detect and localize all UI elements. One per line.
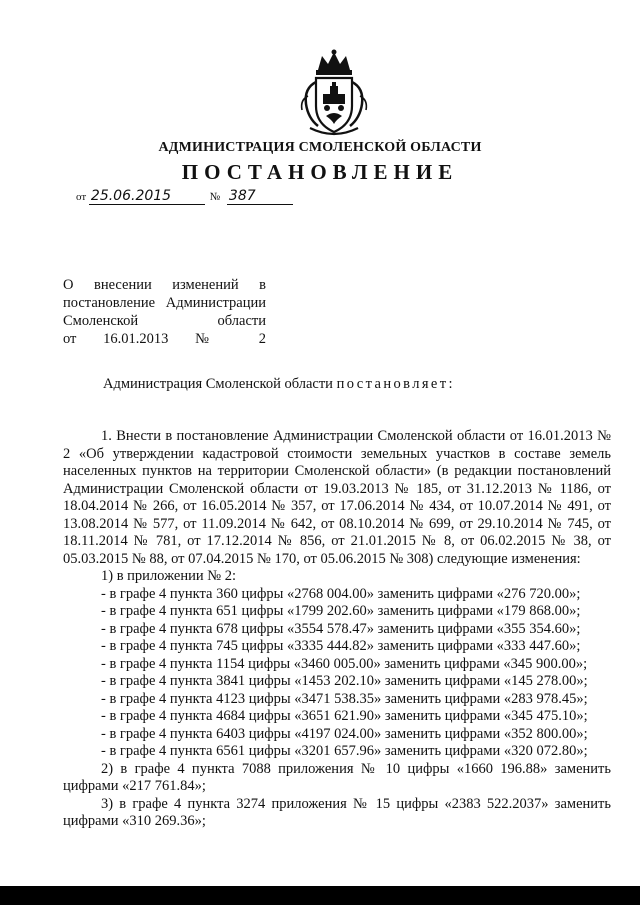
organization-title: АДМИНИСТРАЦИЯ СМОЛЕНСКОЙ ОБЛАСТИ	[158, 140, 482, 155]
list-item: - в графе 4 пункта 4123 цифры «3471 538.35» заменить цифрами «283 978.45»;	[101, 690, 588, 707]
document-subject	[63, 276, 266, 348]
list-item: - в графе 4 пункта 6403 цифры «4197 024.00» заменить цифрами «352 800.00»;	[101, 725, 588, 742]
list-item: - в графе 4 пункта 360 цифры «2768 004.00» заменить цифрами «276 720.00»;	[101, 585, 581, 602]
document-body	[63, 428, 611, 831]
document-number: 387	[227, 188, 293, 205]
subject-line-2: постановление Администрации	[63, 295, 266, 311]
document-date: 25.06.2015	[89, 188, 205, 205]
document-date-number-line	[76, 188, 293, 205]
subitem-3: 3) в графе 4 пункта 3274 приложения № 15 цифры «2383 522.2037» заменить цифрами «310 269.36»;	[63, 795, 611, 829]
list-item: - в графе 4 пункта 3841 цифры «1453 202.10» заменить цифрами «145 278.00»;	[101, 673, 588, 689]
list-item: - в графе 4 пункта 651 цифры «1799 202.60» заменить цифрами «179 868.00»;	[101, 603, 581, 619]
decree-word: постановляет:	[336, 376, 455, 392]
list-item: - в графе 4 пункта 745 цифры «3335 444.82» заменить цифрами «333 447.60»;	[101, 638, 581, 654]
list-item: - в графе 4 пункта 6561 цифры «3201 657.96» заменить цифрами «320 072.80»;	[101, 743, 588, 759]
smolensk-coat-of-arms-icon	[296, 48, 372, 136]
subitem-1: 1) в приложении № 2:	[101, 568, 236, 584]
list-item: - в графе 4 пункта 1154 цифры «3460 005.00» заменить цифрами «345 900.00»;	[101, 655, 588, 672]
subitem-2: 2) в графе 4 пункта 7088 приложения № 10 цифры «1660 196.88» заменить цифрами «217 761.84»;	[63, 760, 611, 794]
paragraph-1: 1. Внести в постановление Администрации Смоленской области от 16.01.2013 № 2 «Об утверждении кадастровой стоимости земельных участков в составе земель населенных пунктов на территории Смоленской области» (в редакции постановлений Администрации Смоленской области от 19.03.2013 № 185, от 31.12.2013 № 1186, от 18.04.2014 № 266, от 16.05.2014 № 357, от 17.06.2014 № 434, от 10.07.2014 № 491, от 13.08.2014 № 577, от 11.09.2014 № 642, от 08.10.2014 № 699, от 29.10.2014 № 745, от 18.11.2014 № 781, от 17.12.2014 № 856, от 21.01.2015 № 8, от 06.02.2015 № 38, от 05.03.2015 № 88, от 07.04.2015 № 170, от 05.06.2015 № 308) следующие изменения:	[63, 428, 611, 567]
preamble: Администрация Смоленской области постановляет:	[103, 376, 455, 392]
date-label: от	[76, 191, 87, 203]
subject-line-1: О внесении изменений в	[63, 277, 266, 293]
number-label: №	[209, 191, 221, 203]
document-type-title: ПОСТАНОВЛЕНИЕ	[181, 160, 459, 184]
list-item: - в графе 4 пункта 4684 цифры «3651 621.90» заменить цифрами «345 475.10»;	[101, 708, 588, 724]
scan-bottom-edge	[0, 886, 640, 905]
subject-line-4: от 16.01.2013 № 2	[63, 331, 266, 347]
list-item: - в графе 4 пункта 678 цифры «3554 578.47» заменить цифрами «355 354.60»;	[101, 620, 581, 637]
subject-line-3: Смоленской области	[63, 313, 266, 329]
